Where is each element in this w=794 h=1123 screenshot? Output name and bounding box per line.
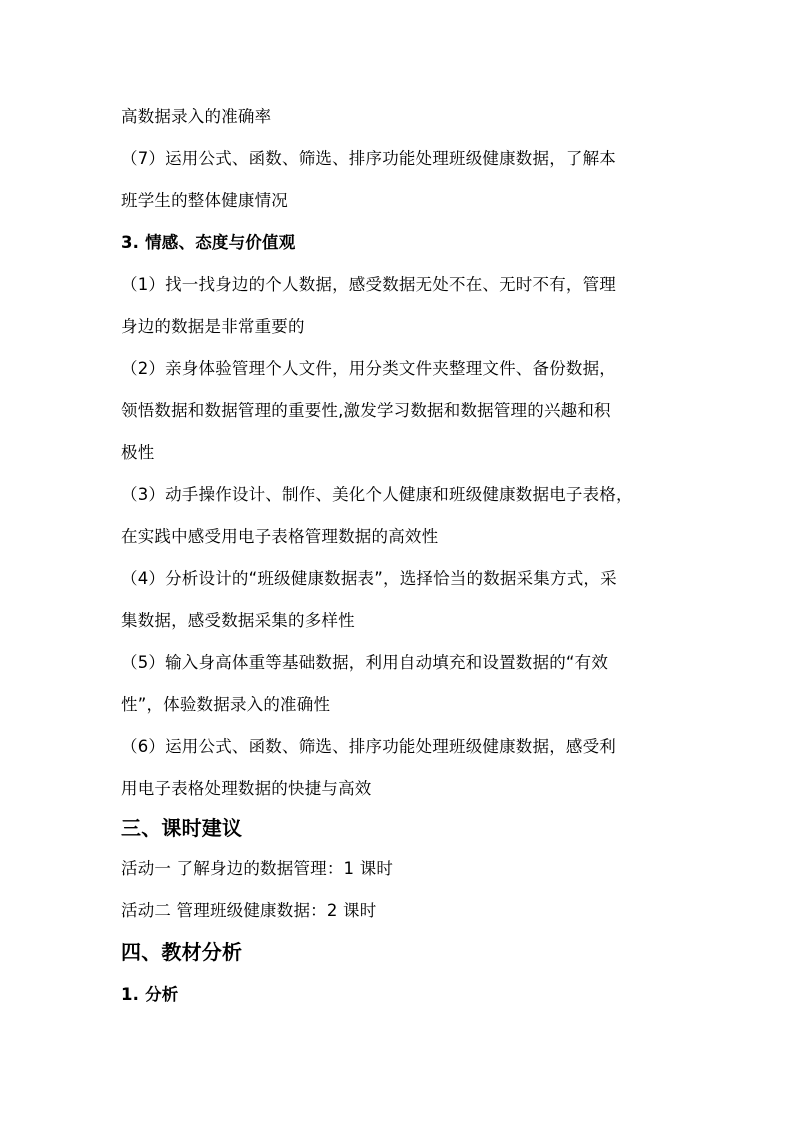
body-line: （4）分析设计的“班级健康数据表”，选择恰当的数据采集方式，采	[121, 569, 617, 588]
body-line: 班学生的整体健康情况	[121, 191, 288, 210]
body-line: 性”，体验数据录入的准确性	[121, 695, 331, 714]
activity-two-line: 活动二 管理班级健康数据：2 课时	[121, 901, 377, 920]
section-heading-textbook-analysis: 四、教材分析	[121, 940, 243, 964]
section-heading-lesson-hours: 三、课时建议	[121, 816, 243, 840]
body-line: 用电子表格处理数据的快捷与高效	[121, 779, 372, 798]
body-line: 在实践中感受用电子表格管理数据的高效性	[121, 527, 439, 546]
body-line: （7）运用公式、函数、筛选、排序功能处理班级健康数据，了解本	[121, 149, 616, 168]
body-line: （2）亲身体验管理个人文件，用分类文件夹整理文件、备份数据，	[121, 359, 616, 378]
body-line: 极性	[121, 443, 155, 462]
activity-one-line: 活动一 了解身边的数据管理：1 课时	[121, 859, 394, 878]
body-line: 领悟数据和数据管理的重要性,激发学习数据和数据管理的兴趣和积	[121, 401, 611, 420]
body-line: 集数据，感受数据采集的多样性	[121, 611, 355, 630]
body-line: 身边的数据是非常重要的	[121, 317, 305, 336]
body-line: （5）输入身高体重等基础数据，利用自动填充和设置数据的“有效	[121, 653, 609, 672]
body-line: （6）运用公式、函数、筛选、排序功能处理班级健康数据，感受利	[121, 737, 616, 756]
body-line: （1）找一找身边的个人数据，感受数据无处不在、无时不有，管理	[121, 275, 616, 294]
body-line: （3）动手操作设计、制作、美化个人健康和班级健康数据电子表格，	[121, 485, 633, 504]
subsection-heading: 3. 情感、态度与价值观	[121, 233, 296, 252]
subsection-heading-analysis: 1. 分析	[121, 985, 179, 1004]
body-line: 高数据录入的准确率	[121, 107, 272, 126]
